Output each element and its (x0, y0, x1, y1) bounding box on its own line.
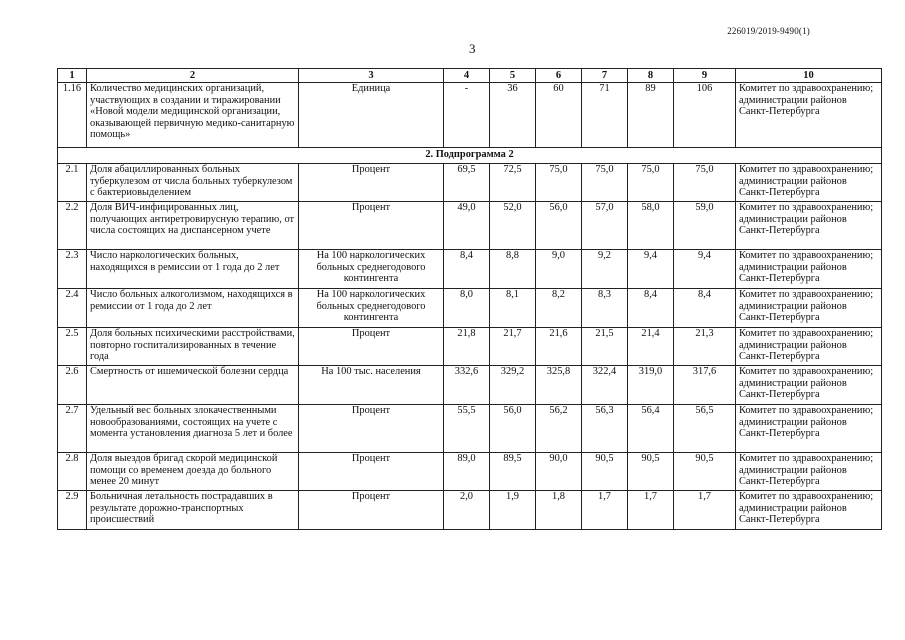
value-cell: 89,5 (490, 453, 536, 491)
responsible-cell: Комитет по здравоохранению; администрации районов Санкт-Петербурга (736, 289, 882, 328)
value-cell: 75,0 (536, 164, 582, 202)
value-cell: 90,5 (582, 453, 628, 491)
value-cell: 1,7 (674, 491, 736, 530)
table-row (58, 83, 882, 148)
value-cell: 2,0 (444, 491, 490, 530)
value-cell: 57,0 (582, 202, 628, 250)
value-cell: 9,2 (582, 250, 628, 289)
responsible-cell: Комитет по здравоохранению; администрации районов Санкт-Петербурга (736, 328, 882, 366)
unit-cell: Процент (299, 328, 444, 366)
value-cell: 75,0 (582, 164, 628, 202)
header-cell: 8 (628, 69, 674, 83)
unit-cell: Процент (299, 453, 444, 491)
table-row (58, 202, 882, 250)
value-cell: 49,0 (444, 202, 490, 250)
value-cell: 319,0 (628, 366, 674, 405)
value-cell: 21,3 (674, 328, 736, 366)
row-number: 1.16 (58, 83, 87, 148)
value-cell: 89 (628, 83, 674, 148)
value-cell: 36 (490, 83, 536, 148)
indicator-name: Доля ВИЧ-инфицированных лиц, получающих антиретровирусную терапию, от числа состоящих на диспансерном учете (87, 202, 299, 250)
value-cell: 329,2 (490, 366, 536, 405)
table-row (58, 405, 882, 453)
value-cell: 55,5 (444, 405, 490, 453)
header-cell: 10 (736, 69, 882, 83)
value-cell: 56,5 (674, 405, 736, 453)
value-cell: 59,0 (674, 202, 736, 250)
value-cell: 8,0 (444, 289, 490, 328)
value-cell: 71 (582, 83, 628, 148)
value-cell: 72,5 (490, 164, 536, 202)
value-cell: 21,7 (490, 328, 536, 366)
value-cell: 58,0 (628, 202, 674, 250)
value-cell: 21,8 (444, 328, 490, 366)
indicator-name: Число больных алкоголизмом, находящихся в ремиссии от 1 года до 2 лет (87, 289, 299, 328)
responsible-cell: Комитет по здравоохранению; администрации районов Санкт-Петербурга (736, 453, 882, 491)
header-cell: 2 (87, 69, 299, 83)
indicator-name: Количество медицинских организаций, участвующих в создании и тиражировании «Новой модели медицинской организации, оказывающей первичную медико-санитарную помощь» (87, 83, 299, 148)
header-cell: 9 (674, 69, 736, 83)
value-cell: 52,0 (490, 202, 536, 250)
header-cell: 4 (444, 69, 490, 83)
indicator-name: Больничная летальность пострадавших в результате дорожно-транспортных происшествий (87, 491, 299, 530)
value-cell: 8,4 (674, 289, 736, 328)
page-number: 3 (469, 41, 476, 56)
value-cell: 317,6 (674, 366, 736, 405)
header-cell: 1 (58, 69, 87, 83)
indicator-name: Число наркологических больных, находящихся в ремиссии от 1 года до 2 лет (87, 250, 299, 289)
table-row (58, 491, 882, 530)
value-cell: 21,4 (628, 328, 674, 366)
value-cell: 1,9 (490, 491, 536, 530)
value-cell: 106 (674, 83, 736, 148)
value-cell: 8,2 (536, 289, 582, 328)
value-cell: 8,8 (490, 250, 536, 289)
header-cell: 3 (299, 69, 444, 83)
value-cell: 90,0 (536, 453, 582, 491)
row-number: 2.2 (58, 202, 87, 250)
value-cell: 75,0 (674, 164, 736, 202)
row-number: 2.3 (58, 250, 87, 289)
value-cell: 56,0 (536, 202, 582, 250)
unit-cell: Единица (299, 83, 444, 148)
value-cell: 1,7 (628, 491, 674, 530)
table-row (58, 366, 882, 405)
unit-cell: На 100 наркологических больных среднегодового контингента (299, 289, 444, 328)
indicator-name: Доля больных психическими расстройствами, повторно госпитализированных в течение года (87, 328, 299, 366)
unit-cell: На 100 наркологических больных среднегодового контингента (299, 250, 444, 289)
value-cell: 9,0 (536, 250, 582, 289)
table-row (58, 164, 882, 202)
value-cell: 8,4 (628, 289, 674, 328)
header-cell: 5 (490, 69, 536, 83)
responsible-cell: Комитет по здравоохранению; администрации районов Санкт-Петербурга (736, 250, 882, 289)
value-cell: 1,8 (536, 491, 582, 530)
document-id: 226019/2019-9490(1) (727, 26, 810, 36)
indicator-name: Удельный вес больных злокачественными новообразованиями, состоящих на учете с момента установления диагноза 5 лет и более (87, 405, 299, 453)
unit-cell: Процент (299, 202, 444, 250)
row-number: 2.6 (58, 366, 87, 405)
indicator-name: Смертность от ишемической болезни сердца (87, 366, 299, 405)
row-number: 2.8 (58, 453, 87, 491)
responsible-cell: Комитет по здравоохранению; администрации районов Санкт-Петербурга (736, 366, 882, 405)
unit-cell: Процент (299, 164, 444, 202)
value-cell: 89,0 (444, 453, 490, 491)
value-cell: 21,6 (536, 328, 582, 366)
value-cell: 8,1 (490, 289, 536, 328)
indicator-name: Доля выездов бригад скорой медицинской помощи со временем доезда до больного менее 20 минут (87, 453, 299, 491)
value-cell: 69,5 (444, 164, 490, 202)
responsible-cell: Комитет по здравоохранению; администрации районов Санкт-Петербурга (736, 83, 882, 148)
table-row (58, 250, 882, 289)
value-cell: 90,5 (674, 453, 736, 491)
header-row (58, 69, 882, 83)
value-cell: 322,4 (582, 366, 628, 405)
value-cell: 56,3 (582, 405, 628, 453)
section-row (58, 148, 882, 164)
value-cell: 9,4 (674, 250, 736, 289)
row-number: 2.9 (58, 491, 87, 530)
unit-cell: На 100 тыс. населения (299, 366, 444, 405)
row-number: 2.1 (58, 164, 87, 202)
row-number: 2.7 (58, 405, 87, 453)
value-cell: 9,4 (628, 250, 674, 289)
value-cell: 8,3 (582, 289, 628, 328)
section-title: 2. Подпрограмма 2 (58, 148, 882, 164)
value-cell: 1,7 (582, 491, 628, 530)
responsible-cell: Комитет по здравоохранению; администрации районов Санкт-Петербурга (736, 202, 882, 250)
table-row (58, 328, 882, 366)
value-cell: 325,8 (536, 366, 582, 405)
responsible-cell: Комитет по здравоохранению; администрации районов Санкт-Петербурга (736, 491, 882, 530)
row-number: 2.4 (58, 289, 87, 328)
value-cell: 56,0 (490, 405, 536, 453)
row-number: 2.5 (58, 328, 87, 366)
responsible-cell: Комитет по здравоохранению; администрации районов Санкт-Петербурга (736, 164, 882, 202)
value-cell: 56,2 (536, 405, 582, 453)
value-cell: 21,5 (582, 328, 628, 366)
unit-cell: Процент (299, 405, 444, 453)
unit-cell: Процент (299, 491, 444, 530)
table-row (58, 453, 882, 491)
value-cell: 8,4 (444, 250, 490, 289)
header-cell: 6 (536, 69, 582, 83)
value-cell: 332,6 (444, 366, 490, 405)
value-cell: 60 (536, 83, 582, 148)
value-cell: 56,4 (628, 405, 674, 453)
indicator-name: Доля абациллированных больных туберкулезом от числа больных туберкулезом с бактериовыделением (87, 164, 299, 202)
value-cell: 90,5 (628, 453, 674, 491)
value-cell: - (444, 83, 490, 148)
indicators-table (57, 68, 882, 530)
header-cell: 7 (582, 69, 628, 83)
responsible-cell: Комитет по здравоохранению; администрации районов Санкт-Петербурга (736, 405, 882, 453)
table-row (58, 289, 882, 328)
value-cell: 75,0 (628, 164, 674, 202)
